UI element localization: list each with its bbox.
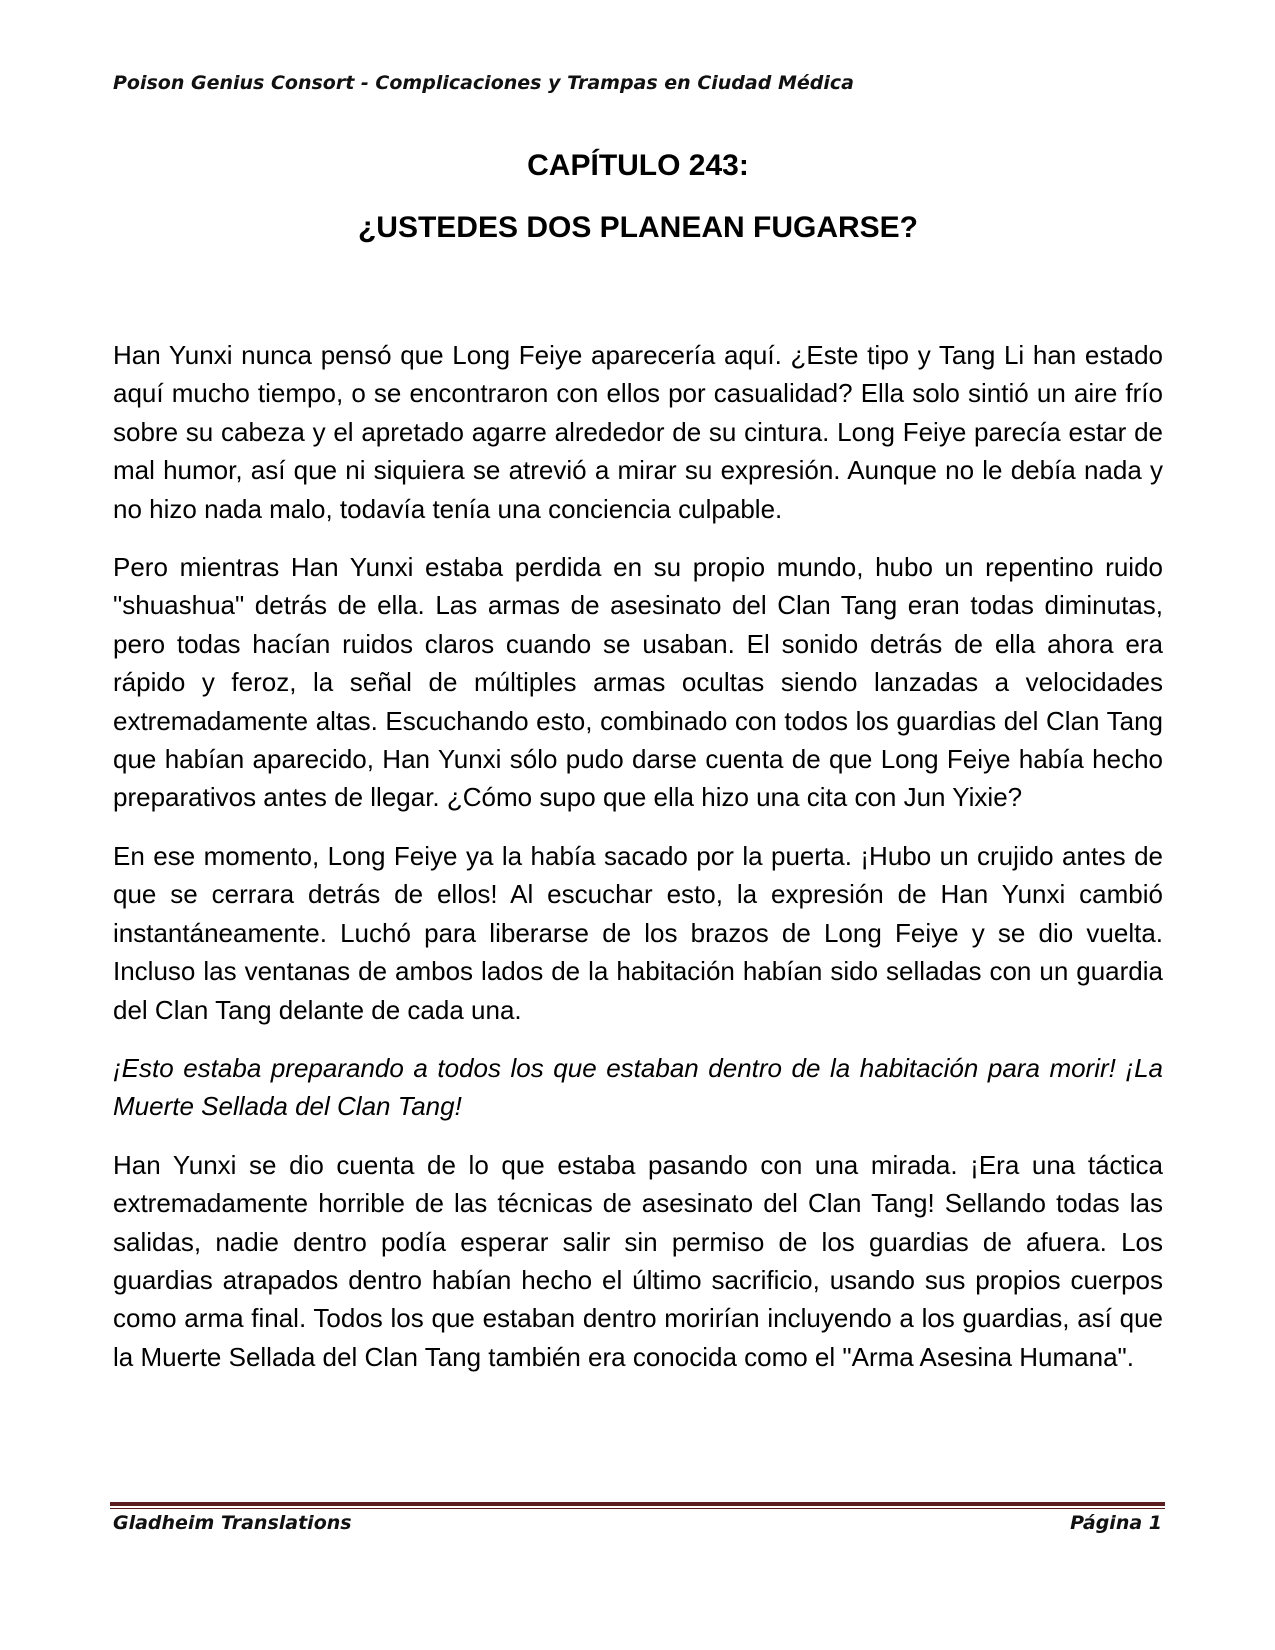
chapter-title-block (113, 148, 1163, 246)
chapter-number: CAPÍTULO 243: (527, 149, 749, 182)
page-number: Página 1 (1070, 1512, 1162, 1534)
paragraph: Han Yunxi nunca pensó que Long Feiye aparecería aquí. ¿Este tipo y Tang Li han estado aquí mucho tiempo, o se encontraron con ellos por casualidad? Ella solo sintió un aire frío sobre su cabeza y el apretado agarre alrededor de su cintura. Long Feiye parecía estar de mal humor, así que ni siquiera se atrevió a mirar su expresión. Aunque no le debía nada y no hizo nada malo, todavía tenía una conciencia culpable. (113, 340, 1163, 524)
running-header: Poison Genius Consort - Complicaciones y Trampas en Ciudad Médica (113, 72, 854, 94)
footer-divider (110, 1502, 1165, 1510)
footer-divider-thin (110, 1508, 1165, 1509)
paragraph: Han Yunxi se dio cuenta de lo que estaba pasando con una mirada. ¡Era una táctica extremadamente horrible de las técnicas de asesinato del Clan Tang! Sellando todas las salidas, nadie dentro podía esperar salir sin permiso de los guardias de afuera. Los guardias atrapados dentro habían hecho el último sacrificio, usando sus propios cuerpos como arma final. Todos los que estaban dentro morirían incluyendo a los guardias, así que la Muerte Sellada del Clan Tang también era conocida como el "Arma Asesina Humana". (113, 1149, 1163, 1372)
paragraph: En ese momento, Long Feiye ya la había sacado por la puerta. ¡Hubo un crujido antes de que se cerrara detrás de ellos! Al escuchar esto, la expresión de Han Yunxi cambió instantáneamente. Luchó para liberarse de los brazos de Long Feiye y se dio vuelta. Incluso las ventanas de ambos lados de la habitación habían sido selladas con un guardia del Clan Tang delante de cada una. (113, 840, 1163, 1025)
paragraph: Pero mientras Han Yunxi estaba perdida en su propio mundo, hubo un repentino ruido "shuashua" detrás de ella. Las armas de asesinato del Clan Tang eran todas diminutas, pero todas hacían ruidos claros cuando se usaban. El sonido detrás de ella ahora era rápido y feroz, la señal de múltiples armas ocultas siendo lanzadas a velocidades extremadamente altas. Escuchando esto, combinado con todos los guardias del Clan Tang que habían aparecido, Han Yunxi sólo pudo darse cuenta de que Long Feiye había hecho preparativos antes de llegar. ¿Cómo supo que ella hizo una cita con Jun Yixie? (113, 552, 1163, 813)
chapter-body (113, 336, 1163, 1396)
chapter-title: ¿USTEDES DOS PLANEAN FUGARSE? (357, 211, 919, 244)
italic-paragraph: ¡Esto estaba preparando a todos los que estaban dentro de la habitación para morir! ¡La Muerte Sellada del Clan Tang! (113, 1052, 1163, 1122)
footer-credit: Gladheim Translations (113, 1512, 352, 1534)
